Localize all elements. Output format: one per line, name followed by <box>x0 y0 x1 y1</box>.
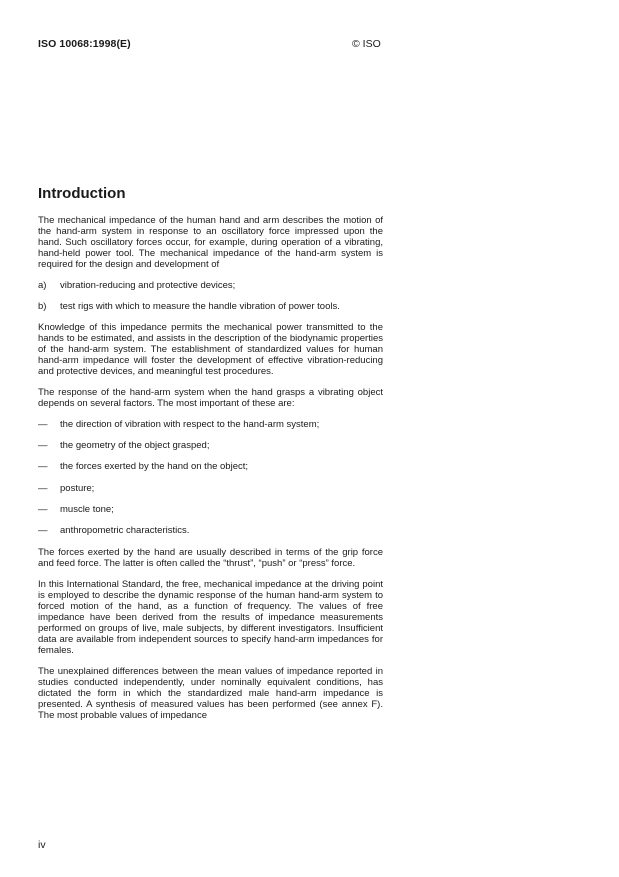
list-item-text: the forces exerted by the hand on the object; <box>60 461 249 473</box>
section-title: Introduction <box>38 185 126 202</box>
list-marker: b) <box>38 300 47 312</box>
paragraph-5: In this International Standard, the free, mechanical impedance at the driving point is employed to describe the dynamic response of the human hand-arm system to forced motion of the hand, as a function of frequency. The values of free impedance have been derived from the results of impedance measurements performed on groups of live, male subjects, by different investigators. Insufficient data are available from independent sources to specify hand-arm impedances for females. <box>38 578 383 657</box>
list-item <box>38 419 383 430</box>
lettered-list <box>38 280 383 312</box>
list-item <box>38 461 383 472</box>
paragraph-1: The mechanical impedance of the human hand and arm describes the motion of the hand-arm system in response to an oscillatory force impressed upon the hand. Such oscillatory forces occur, for example, during operation of a vibrating, hand-held power tool. The mechanical impedance of the hand-arm system is required for the design and development of <box>38 215 383 271</box>
paragraph-6: The unexplained differences between the mean values of impedance reported in studies conducted independently, under nominally equivalent conditions, has dictated the form in which the standardized male hand-arm impedance is presented. A synthesis of measured values has been performed (see annex F). The most probable values of impedance <box>38 666 383 722</box>
paragraph-4: The forces exerted by the hand are usually described in terms of the grip force and feed force. The latter is often called the “thrust”, “push” or “press” force. <box>38 546 383 569</box>
list-item <box>38 301 383 312</box>
factor-list <box>38 419 383 537</box>
list-item <box>38 280 383 291</box>
list-item-text: muscle tone; <box>60 504 114 516</box>
list-item-text: posture; <box>60 482 95 494</box>
dash-marker: — <box>38 440 48 452</box>
list-item-text: anthropometric characteristics. <box>60 525 190 537</box>
list-item <box>38 483 383 494</box>
paragraph-3: The response of the hand-arm system when the hand grasps a vibrating object depends on several factors. The most important of these are: <box>38 386 383 409</box>
copyright-mark: © ISO <box>352 38 381 50</box>
dash-marker: — <box>38 504 48 516</box>
body-text <box>38 215 383 731</box>
dash-marker: — <box>38 418 48 430</box>
list-item-text: the direction of vibration with respect to the hand-arm system; <box>60 418 320 430</box>
dash-marker: — <box>38 525 48 537</box>
document-number: ISO 10068:1998(E) <box>38 38 131 50</box>
dash-marker: — <box>38 482 48 494</box>
list-item-text: the geometry of the object grasped; <box>60 440 210 452</box>
list-item-text: test rigs with which to measure the handle vibration of power tools. <box>60 300 340 312</box>
list-item-text: vibration-reducing and protective devices; <box>60 280 236 292</box>
list-item <box>38 525 383 536</box>
list-marker: a) <box>38 280 47 292</box>
paragraph-2: Knowledge of this impedance permits the mechanical power transmitted to the hands to be estimated, and assists in the description of the biodynamic properties of the hand-arm system. The establishment of standardized values for human hand-arm impedance will foster the development of effective vibration-reducing and protective devices, and meaningful test procedures. <box>38 321 383 378</box>
list-item <box>38 440 383 451</box>
dash-marker: — <box>38 461 48 473</box>
list-item <box>38 504 383 515</box>
page-number: iv <box>38 839 46 851</box>
